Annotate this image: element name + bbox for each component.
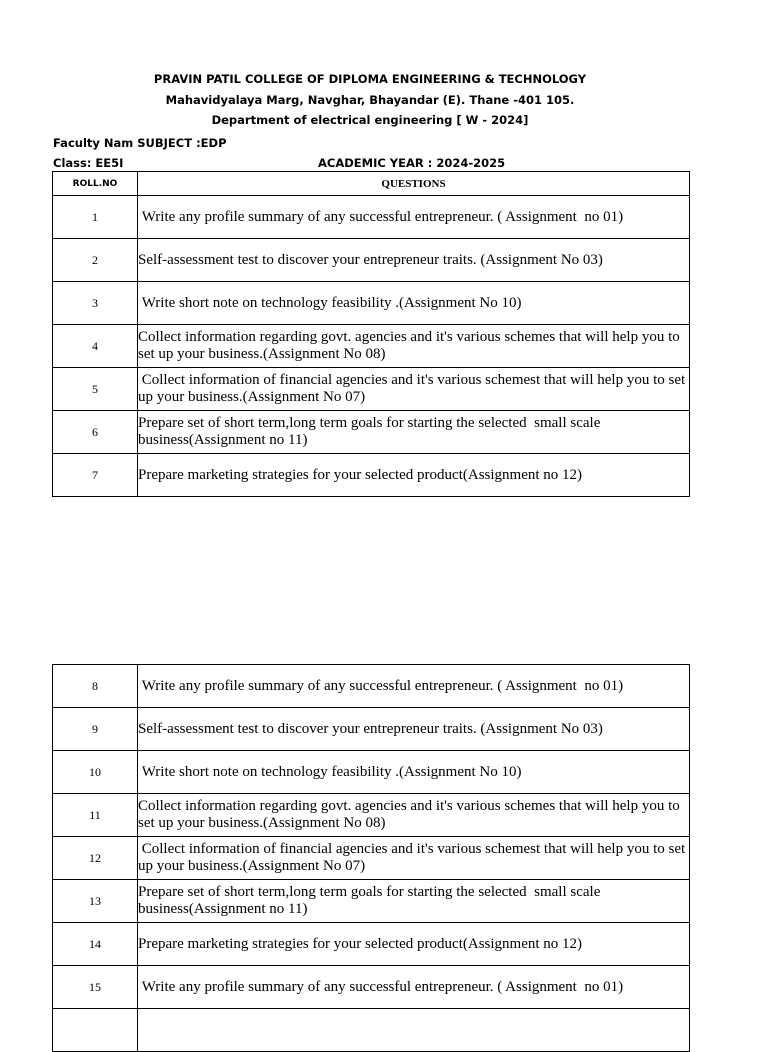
table-row: [53, 794, 690, 837]
roll-number: 4: [53, 325, 138, 368]
table-row: [53, 923, 690, 966]
question-text: Write any profile summary of any successful entrepreneur. ( Assignment no 01): [138, 196, 690, 239]
question-text: Collect information of financial agencies and it's various schemest that will help you to set up your business.(Assignment No 07): [138, 837, 690, 880]
question-text: Prepare marketing strategies for your selected product(Assignment no 12): [138, 454, 690, 497]
table-row: [53, 751, 690, 794]
question-text: Write any profile summary of any successful entrepreneur. ( Assignment no 01): [138, 966, 690, 1009]
faculty-subject-label: Faculty Nam SUBJECT :EDP: [53, 136, 227, 150]
roll-number: 7: [53, 454, 138, 497]
question-text: Write short note on technology feasibility .(Assignment No 10): [138, 282, 690, 325]
roll-number: 1: [53, 196, 138, 239]
roll-number: 8: [53, 665, 138, 708]
class-label: Class: EE5I: [53, 156, 124, 170]
table-row: [53, 454, 690, 497]
question-text: Prepare set of short term,long term goals for starting the selected small scale business(Assignment no 11): [138, 411, 690, 454]
question-text: Prepare marketing strategies for your selected product(Assignment no 12): [138, 923, 690, 966]
college-name: PRAVIN PATIL COLLEGE OF DIPLOMA ENGINEERING & TECHNOLOGY: [153, 72, 587, 86]
roll-number: 15: [53, 966, 138, 1009]
table-row: [53, 880, 690, 923]
table-row: [53, 837, 690, 880]
roll-number: 14: [53, 923, 138, 966]
table-row: [53, 966, 690, 1009]
table-row: [53, 1009, 690, 1052]
question-text: Write any profile summary of any successful entrepreneur. ( Assignment no 01): [138, 665, 690, 708]
question-text: Collect information regarding govt. agencies and it's various schemes that will help you to set up your business.(Assignment No 08): [138, 794, 690, 837]
table-row: [53, 665, 690, 708]
roll-number: 12: [53, 837, 138, 880]
question-text: Prepare set of short term,long term goals for starting the selected small scale business(Assignment no 11): [138, 880, 690, 923]
questions-table-page-2: [52, 664, 690, 1052]
question-text: Collect information of financial agencies and it's various schemest that will help you to set up your business.(Assignment No 07): [138, 368, 690, 411]
table-row: [53, 325, 690, 368]
question-text: Write short note on technology feasibility .(Assignment No 10): [138, 751, 690, 794]
roll-number: 9: [53, 708, 138, 751]
roll-number: 6: [53, 411, 138, 454]
roll-number: 5: [53, 368, 138, 411]
roll-number: 10: [53, 751, 138, 794]
roll-number: 13: [53, 880, 138, 923]
table-header-row: [53, 172, 690, 196]
table-row: [53, 282, 690, 325]
table-row: [53, 411, 690, 454]
column-header-questions: QUESTIONS: [138, 172, 690, 196]
column-header-roll-no: ROLL.NO: [53, 172, 138, 196]
department-name: Department of electrical engineering [ W - 2024]: [211, 113, 529, 127]
table-row: [53, 239, 690, 282]
table-row: [53, 196, 690, 239]
roll-number: 2: [53, 239, 138, 282]
academic-year-label: ACADEMIC YEAR : 2024-2025: [318, 156, 506, 170]
table-row: [53, 368, 690, 411]
table-row: [53, 708, 690, 751]
questions-table-page-1: [52, 171, 690, 497]
roll-number: 3: [53, 282, 138, 325]
college-address: Mahavidyalaya Marg, Navghar, Bhayandar (E). Thane -401 105.: [165, 93, 575, 107]
roll-number: [53, 1009, 138, 1052]
roll-number: 11: [53, 794, 138, 837]
question-text: Collect information regarding govt. agencies and it's various schemes that will help you to set up your business.(Assignment No 08): [138, 325, 690, 368]
question-text: [138, 1009, 690, 1052]
question-text: Self-assessment test to discover your entrepreneur traits. (Assignment No 03): [138, 708, 690, 751]
question-text: Self-assessment test to discover your entrepreneur traits. (Assignment No 03): [138, 239, 690, 282]
